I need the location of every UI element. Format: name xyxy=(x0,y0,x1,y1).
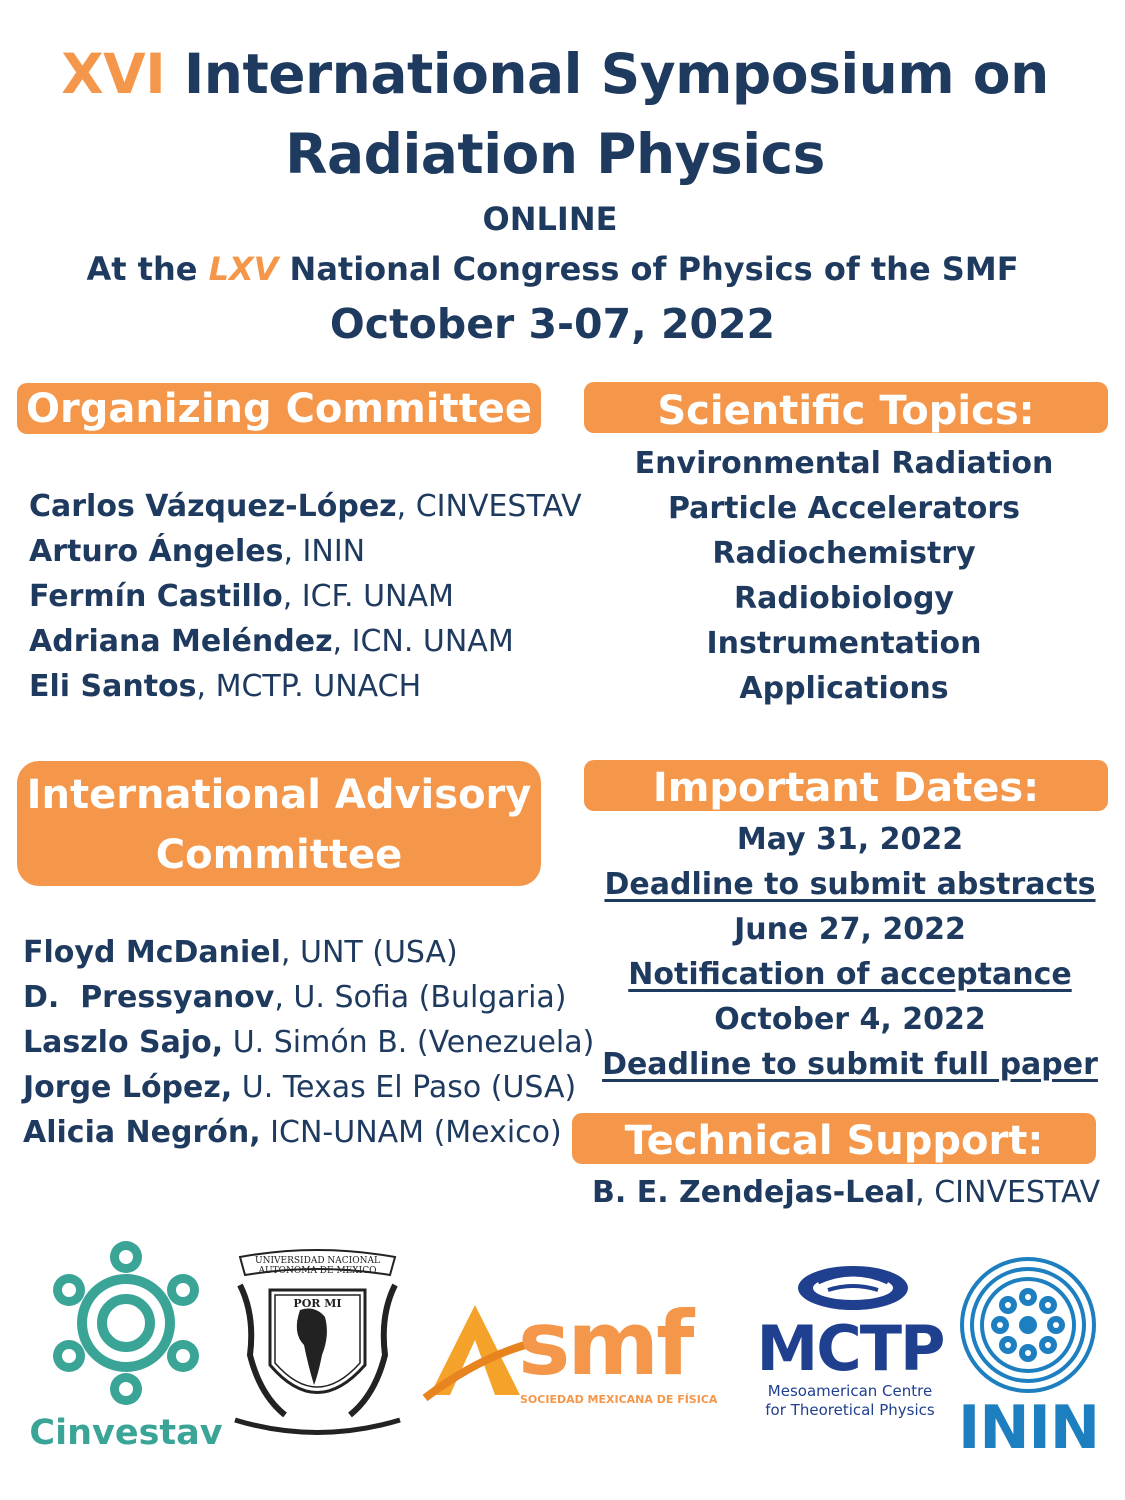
date-value: May 31, 2022 xyxy=(736,822,964,857)
advisory-title-line-2: Committee xyxy=(155,832,403,878)
advisory-member xyxy=(23,1070,576,1105)
date-value: June 27, 2022 xyxy=(734,912,966,947)
member-affiliation: U. Texas El Paso (USA) xyxy=(232,1070,577,1105)
date-value: October 4, 2022 xyxy=(714,1002,986,1037)
congress-before: At the xyxy=(86,250,198,288)
advisory-member xyxy=(23,980,567,1015)
inin-logo xyxy=(958,1255,1098,1465)
mctp-wordmark: MCTP xyxy=(756,1312,944,1385)
topic-item: Environmental Radiation xyxy=(634,446,1054,481)
member-name: Fermín Castillo xyxy=(29,579,283,614)
organizing-member xyxy=(29,489,582,524)
organizing-committee-banner: Organizing Committee xyxy=(17,383,541,434)
member-affiliation: , CINVESTAV xyxy=(915,1175,1101,1210)
unam-motto: POR MI xyxy=(293,1297,342,1310)
title-line-2: Radiation Physics xyxy=(285,122,825,186)
member-name: Carlos Vázquez-López xyxy=(29,489,397,524)
advisory-title-line-1: International Advisory xyxy=(26,772,532,818)
date-label xyxy=(590,1047,1110,1082)
smf-wordmark: smf xyxy=(518,1292,692,1395)
organizing-member xyxy=(29,669,421,704)
cinvestav-wordmark: Cinvestav xyxy=(29,1413,223,1453)
advisory-committee-banner xyxy=(17,761,541,886)
congress-after: National Congress of Physics of the SMF xyxy=(289,250,1019,288)
mctp-eye-icon xyxy=(793,1260,913,1312)
date-label xyxy=(590,867,1110,902)
advisory-member xyxy=(23,1025,594,1060)
member-affiliation: ICN-UNAM (Mexico) xyxy=(260,1115,562,1150)
member-affiliation: , ICN. UNAM xyxy=(332,624,514,659)
member-affiliation: U. Simón B. (Venezuela) xyxy=(223,1025,595,1060)
date-label-text: Notification of acceptance xyxy=(628,957,1072,992)
topic-item: Radiobiology xyxy=(733,581,954,616)
member-name: B. E. Zendejas-Leal xyxy=(592,1175,916,1210)
date-label-text: Deadline to submit abstracts xyxy=(604,867,1096,902)
congress-line xyxy=(0,250,1105,288)
topic-item: Applications xyxy=(739,671,949,706)
member-affiliation: , UNT (USA) xyxy=(280,935,458,970)
topic-item: Instrumentation xyxy=(706,626,982,661)
mctp-subtitle-1: Mesoamerican Centre xyxy=(767,1382,933,1400)
topic-item: Particle Accelerators xyxy=(667,491,1021,526)
title-main: International Symposium on xyxy=(183,42,1049,106)
organizing-member xyxy=(29,624,514,659)
advisory-member xyxy=(23,1115,562,1150)
member-affiliation: , ICF. UNAM xyxy=(282,579,454,614)
organizing-member xyxy=(29,579,454,614)
scientific-topics-banner: Scientific Topics: xyxy=(584,382,1108,433)
cinvestav-emblem-icon xyxy=(26,1235,226,1415)
date-label xyxy=(590,957,1110,992)
unam-logo xyxy=(230,1245,405,1440)
member-affiliation: , MCTP. UNACH xyxy=(196,669,422,704)
congress-lxv: LXV xyxy=(208,250,279,288)
smf-logo xyxy=(420,1292,735,1420)
date-label-text: Deadline to submit full paper xyxy=(602,1047,1098,1082)
member-name: Adriana Meléndez xyxy=(29,624,333,659)
member-name: D. Pressyanov xyxy=(23,980,275,1015)
event-dates: October 3-07, 2022 xyxy=(329,300,776,348)
title-line-1 xyxy=(0,42,1110,106)
unam-top-text: UNIVERSIDAD NACIONAL AUTONOMA DE MEXICO xyxy=(255,1256,380,1276)
member-name: Eli Santos xyxy=(29,669,197,704)
inin-wordmark: ININ xyxy=(958,1393,1100,1463)
online-label: ONLINE xyxy=(482,200,618,238)
important-dates-banner: Important Dates: xyxy=(584,760,1108,811)
support-member xyxy=(592,1175,1100,1210)
inin-atom-icon xyxy=(958,1255,1098,1395)
member-affiliation: , U. Sofia (Bulgaria) xyxy=(274,980,567,1015)
mctp-subtitle-2: for Theoretical Physics xyxy=(765,1401,935,1419)
member-name: Floyd McDaniel xyxy=(23,935,281,970)
advisory-member xyxy=(23,935,458,970)
smf-triangle-icon xyxy=(420,1300,530,1405)
topic-item: Radiochemistry xyxy=(712,536,976,571)
member-affiliation: , ININ xyxy=(283,534,366,569)
organizing-member xyxy=(29,534,365,569)
title-edition: XVI xyxy=(61,42,166,106)
technical-support-banner: Technical Support: xyxy=(572,1113,1096,1164)
member-name: Alicia Negrón, xyxy=(23,1115,261,1150)
member-name: Jorge López, xyxy=(23,1070,233,1105)
cinvestav-logo xyxy=(26,1235,226,1460)
mctp-logo xyxy=(755,1260,945,1425)
member-name: Arturo Ángeles xyxy=(29,534,284,569)
member-name: Laszlo Sajo, xyxy=(23,1025,224,1060)
smf-subtitle: SOCIEDAD MEXICANA DE FÍSICA xyxy=(520,1393,718,1406)
member-affiliation: , CINVESTAV xyxy=(396,489,582,524)
